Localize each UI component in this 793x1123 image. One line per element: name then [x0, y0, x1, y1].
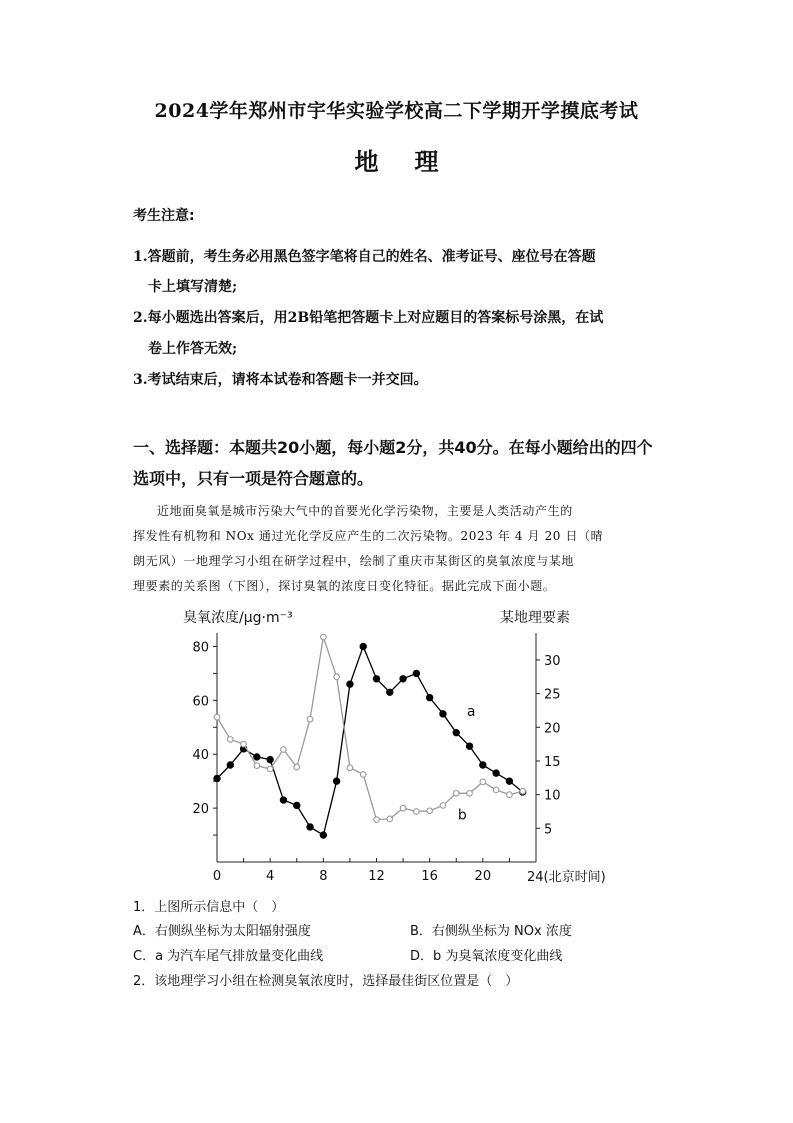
x-axis-label: 24(北京时间) [527, 870, 606, 885]
left-tick-label: 80 [192, 640, 209, 656]
question-1-option-a: A．右侧纵坐标为太阳辐射强度 [133, 924, 311, 939]
right-tick-label: 10 [544, 788, 561, 804]
data-point-b [321, 634, 327, 640]
data-point-a [254, 754, 260, 760]
series-line-a [217, 646, 523, 835]
data-point-a [347, 681, 353, 687]
data-point-a [493, 770, 499, 776]
question-2-stem: 2．该地理学习小组在检测臭氧浓度时，选择最佳街区位置是（ ） [133, 974, 519, 989]
data-point-b [520, 788, 526, 794]
data-point-a [373, 676, 379, 682]
data-point-a [440, 711, 446, 717]
data-point-b [241, 741, 247, 747]
data-point-a [280, 797, 286, 803]
notice-item-2: 2.每小题选出答案后，用2B铅笔把答题卡上对应题目的答案标号涂黑，在试 [133, 310, 604, 326]
data-point-b [493, 787, 499, 793]
question-1-option-c: C．a 为汽车尾气排放量变化曲线 [133, 949, 324, 964]
data-point-b [307, 716, 313, 722]
x-tick-label: 20 [474, 869, 492, 884]
data-point-a [480, 762, 486, 768]
series-label-b: b [457, 807, 467, 824]
left-tick-label: 20 [192, 802, 209, 818]
passage-line-1: 近地面臭氧是城市污染大气中的首要光化学污染物，主要是人类活动产生的 [157, 504, 573, 518]
notice-item-1: 1.答题前，考生务必用黑色签字笔将自己的姓名、准考证号、座位号在答题 [133, 249, 596, 265]
notice-item-3: 3.考试结束后，请将本试卷和答题卡一并交回。 [133, 372, 428, 388]
data-point-b [480, 779, 486, 785]
left-tick-label: 40 [192, 748, 209, 764]
data-point-a [307, 824, 313, 830]
left-tick-label: 60 [192, 694, 209, 710]
right-tick-label: 20 [544, 721, 561, 737]
ozone-chart [0, 600, 793, 900]
data-point-a [333, 778, 339, 784]
data-point-b [414, 809, 420, 815]
x-tick-label: 16 [421, 869, 438, 884]
passage-line-2: 挥发性有机物和 NOx 通过光化学反应产生的二次污染物。2023 年 4 月 20 日（晴 [133, 529, 604, 543]
data-point-a [227, 762, 233, 768]
data-point-a [294, 802, 300, 808]
data-point-a [413, 670, 419, 676]
data-point-b [294, 764, 300, 770]
data-point-b [227, 737, 233, 743]
series-line-b [217, 637, 523, 820]
x-tick-label: 0 [212, 869, 222, 884]
question-1-option-d: D．b 为臭氧浓度变化曲线 [410, 949, 563, 964]
data-point-b [387, 816, 393, 822]
notice-item-2-cont: 卷上作答无效; [148, 341, 238, 357]
passage-line-4: 理要素的关系图（下图），探讨臭氧的浓度日变化特征。据此完成下面小题。 [133, 579, 556, 593]
right-axis-label: 某地理要素 [500, 610, 570, 626]
data-point-b [360, 772, 366, 778]
subject-title: 地理 [354, 147, 475, 176]
data-point-b [427, 808, 433, 814]
data-point-b [334, 674, 340, 680]
question-1-option-b: B．右侧纵坐标为 NOx 浓度 [410, 924, 572, 939]
right-tick-label: 15 [544, 754, 561, 770]
chart-series [214, 634, 526, 838]
left-axis-label: 臭氧浓度/μg·m⁻³ [183, 610, 293, 626]
data-point-b [347, 765, 353, 771]
data-point-a [506, 778, 512, 784]
data-point-b [374, 817, 380, 823]
data-point-a [400, 676, 406, 682]
data-point-a [214, 775, 220, 781]
notice-item-1-cont: 卡上填写清楚; [148, 279, 238, 295]
chart-axes [192, 633, 560, 884]
data-point-b [214, 714, 220, 720]
data-point-b [453, 791, 459, 797]
x-tick-label: 4 [266, 869, 275, 884]
data-point-a [466, 743, 472, 749]
data-point-a [320, 832, 326, 838]
x-tick-label: 12 [368, 869, 385, 884]
passage-line-3: 朗无风）一地理学习小组在研学过程中，绘制了重庆市某街区的臭氧浓度与某地 [133, 554, 575, 568]
exam-title: 2024学年郑州市宇华实验学校高二下学期开学摸底考试 [154, 100, 639, 122]
data-point-a [360, 643, 366, 649]
data-point-a [267, 756, 273, 762]
right-tick-label: 5 [544, 822, 553, 838]
data-point-a [387, 689, 393, 695]
section-heading-line2: 选项中，只有一项是符合题意的。 [133, 469, 374, 488]
section-heading-line1: 一、选择题：本题共20小题，每小题2分，共40分。在每小题给出的四个 [133, 438, 653, 457]
data-point-b [281, 747, 287, 753]
data-point-a [453, 729, 459, 735]
right-tick-label: 25 [544, 687, 561, 703]
right-tick-label: 30 [544, 653, 561, 669]
data-point-b [507, 792, 513, 798]
data-point-b [467, 791, 473, 797]
question-1-stem: 1．上图所示信息中（ ） [133, 900, 285, 915]
data-point-b [254, 763, 260, 769]
data-point-a [426, 694, 432, 700]
series-label-a: a [466, 703, 476, 720]
data-point-b [440, 803, 446, 809]
data-point-b [400, 805, 406, 811]
data-point-b [267, 766, 273, 772]
notice-heading: 考生注意: [133, 208, 195, 224]
x-tick-label: 8 [319, 869, 328, 884]
